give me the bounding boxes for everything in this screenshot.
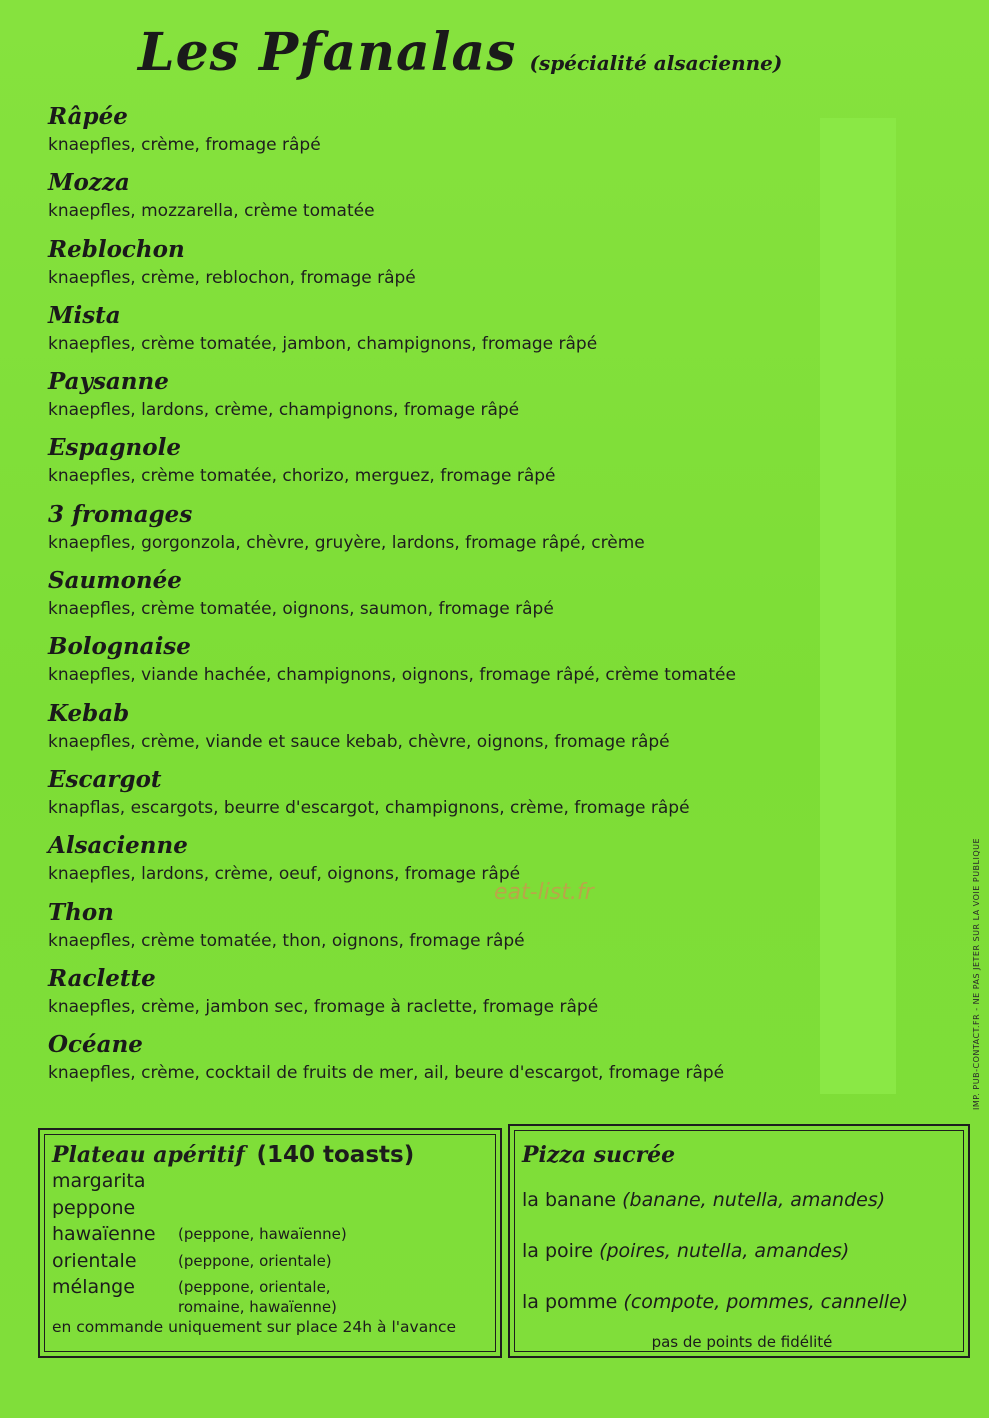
plateau-note: en commande uniquement sur place 24h à l'avance bbox=[52, 1318, 457, 1336]
plateau-title: Plateau apéritif bbox=[52, 1142, 245, 1168]
pizza-item bbox=[522, 1239, 962, 1290]
item-description: knaepfles, gorgonzola, chèvre, gruyère, lardons, fromage râpé, crème bbox=[48, 532, 645, 553]
item-description: knaepfles, lardons, crème, oeuf, oignons, fromage râpé bbox=[48, 864, 521, 885]
plateau-row bbox=[52, 1168, 492, 1195]
pizza-item-detail: (compote, pommes, cannelle) bbox=[623, 1291, 909, 1313]
item-name: Kebab bbox=[48, 699, 130, 727]
item-name: Thon bbox=[48, 898, 114, 926]
item-description: knaepfles, crème, jambon sec, fromage à raclette, fromage râpé bbox=[48, 996, 599, 1017]
item-description: knaepfles, crème, reblochon, fromage râpé bbox=[48, 267, 416, 288]
item-name: Océane bbox=[48, 1031, 143, 1059]
item-name: Espagnole bbox=[48, 434, 181, 462]
menu-item bbox=[48, 630, 808, 696]
plateau-row-detail: (peppone, hawaïenne) bbox=[178, 1225, 347, 1243]
item-name: Alsacienne bbox=[48, 832, 188, 860]
plateau-aperitif-section bbox=[52, 1142, 492, 1336]
plateau-row bbox=[52, 1248, 492, 1275]
menu-item bbox=[48, 896, 808, 962]
plateau-row-detail: (peppone, orientale, romaine, hawaïenne) bbox=[178, 1278, 337, 1316]
menu-item bbox=[48, 697, 808, 763]
plateau-count: (140 toasts) bbox=[256, 1142, 415, 1168]
menu-item bbox=[48, 962, 808, 1028]
menu-item bbox=[48, 498, 808, 564]
pizza-heading: Pizza sucrée bbox=[522, 1142, 676, 1168]
menu-item bbox=[48, 1028, 808, 1094]
menu-item bbox=[48, 100, 808, 166]
item-description: knaepfles, crème tomatée, chorizo, merguez, fromage râpé bbox=[48, 466, 556, 487]
item-description: knapflas, escargots, beurre d'escargot, champignons, crème, fromage râpé bbox=[48, 797, 690, 818]
menu-item bbox=[48, 431, 808, 497]
page-subtitle: (spécialité alsacienne) bbox=[529, 51, 783, 75]
pizza-item-detail: (poires, nutella, amandes) bbox=[599, 1240, 850, 1262]
pizza-item-name: la poire bbox=[522, 1240, 594, 1262]
plateau-row-detail: (peppone, orientale) bbox=[178, 1251, 332, 1270]
plateau-row-name: hawaïenne bbox=[52, 1223, 156, 1245]
printer-imprint: IMP. PUB-CONTACT.FR - NE PAS JETER SUR LA VOIE PUBLIQUE bbox=[972, 837, 981, 1110]
menu-item bbox=[48, 829, 808, 895]
menu-item bbox=[48, 564, 808, 630]
pizza-item bbox=[522, 1188, 962, 1239]
plateau-row bbox=[52, 1274, 492, 1318]
plateau-heading bbox=[52, 1142, 492, 1168]
item-name: Bolognaise bbox=[48, 633, 191, 661]
item-name: Mista bbox=[48, 301, 121, 329]
item-name: Raclette bbox=[48, 964, 156, 992]
menu-item bbox=[48, 365, 808, 431]
price-column-mask bbox=[820, 118, 896, 1094]
item-description: knaepfles, crème, cocktail de fruits de mer, ail, beure d'escargot, fromage râpé bbox=[48, 1063, 725, 1084]
plateau-row bbox=[52, 1195, 492, 1222]
menu-item bbox=[48, 763, 808, 829]
item-name: 3 fromages bbox=[48, 500, 193, 528]
item-description: knaepfles, mozzarella, crème tomatée bbox=[48, 201, 375, 222]
page-title: Les Pfanalas bbox=[138, 22, 517, 83]
item-name: Râpée bbox=[48, 103, 128, 130]
pizza-item-name: la pomme bbox=[522, 1291, 618, 1313]
item-description: knaepfles, crème, fromage râpé bbox=[48, 135, 321, 155]
menu-header bbox=[138, 22, 858, 83]
plateau-row bbox=[52, 1221, 492, 1248]
item-description: knaepfles, crème tomatée, thon, oignons, fromage râpé bbox=[48, 930, 525, 951]
plateau-row-name: mélange bbox=[52, 1276, 135, 1298]
pizza-note: pas de points de fidélité bbox=[651, 1333, 833, 1351]
item-name: Mozza bbox=[48, 169, 130, 197]
pizza-item-name: la banane bbox=[522, 1189, 617, 1211]
menu-item bbox=[48, 299, 808, 365]
item-name: Saumonée bbox=[48, 567, 182, 595]
item-description: knaepfles, crème tomatée, oignons, saumon, fromage râpé bbox=[48, 599, 554, 620]
item-name: Reblochon bbox=[48, 235, 185, 263]
pizza-sucree-section bbox=[522, 1142, 962, 1351]
plateau-row-name: orientale bbox=[52, 1249, 137, 1272]
menu-item bbox=[48, 166, 808, 232]
item-description: knaepfles, crème, viande et sauce kebab, chèvre, oignons, fromage râpé bbox=[48, 731, 670, 752]
pfanalas-list bbox=[48, 100, 808, 1094]
plateau-row-name: margarita bbox=[52, 1170, 146, 1192]
pizza-item-detail: (banane, nutella, amandes) bbox=[622, 1189, 886, 1211]
menu-item bbox=[48, 233, 808, 299]
item-name: Escargot bbox=[48, 765, 162, 793]
watermark: eat-list.fr bbox=[494, 880, 594, 905]
plateau-row-name: peppone bbox=[52, 1196, 136, 1219]
item-description: knaepfles, lardons, crème, champignons, fromage râpé bbox=[48, 400, 520, 421]
item-name: Paysanne bbox=[48, 368, 169, 396]
item-description: knaepfles, crème tomatée, jambon, champignons, fromage râpé bbox=[48, 333, 598, 354]
item-description: knaepfles, viande hachée, champignons, oignons, fromage râpé, crème tomatée bbox=[48, 665, 736, 686]
